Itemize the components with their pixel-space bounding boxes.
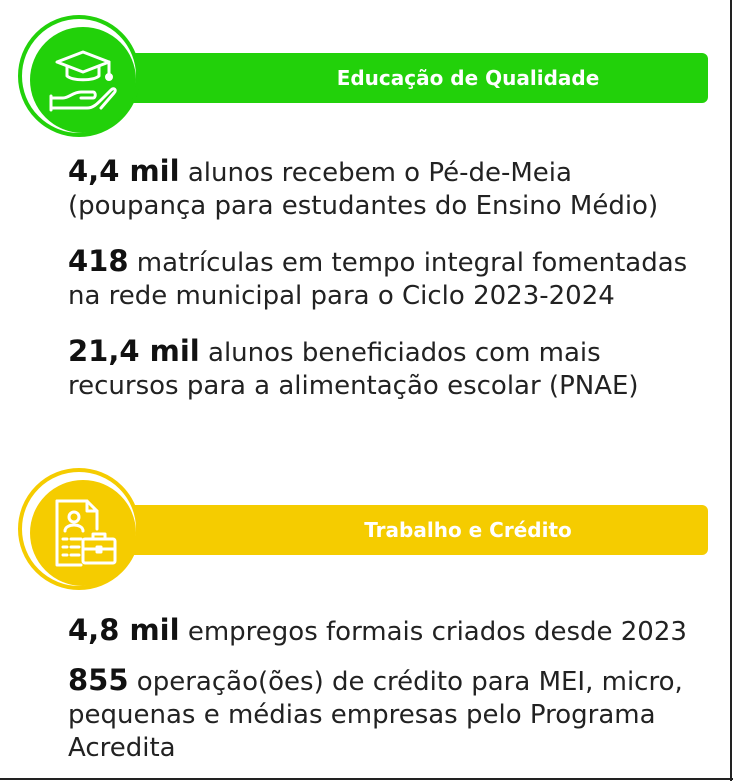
section-title-banner [78,53,708,103]
stat-value: 4,4 mil [68,154,180,188]
resume-briefcase-icon [30,480,136,586]
stat-item [68,245,718,313]
stat-text: empregos formais criados desde 2023 [179,617,687,647]
section-title-banner [78,505,708,555]
stat-value: 21,4 mil [68,334,200,368]
stat-text: alunos beneficiados com mais recursos para a alimentação escolar (PNAE) [68,338,639,401]
stat-value: 418 [68,244,129,278]
stat-text: matrículas em tempo integral fomentadas na rede municipal para o Ciclo 2023-2024 [68,248,688,311]
stat-text: alunos recebem o Pé-de-Meia (poupança para estudantes do Ensino Médio) [68,158,659,221]
graduation-cap-hand-icon [30,27,136,133]
stat-text: operação(ões) de crédito para MEI, micro, pequenas e médias empresas pelo Programa Acredita [68,667,683,763]
stat-item [68,614,718,649]
stat-item [68,155,718,223]
stat-item [68,335,718,403]
stat-value: 855 [68,663,129,697]
section-title: Educação de Qualidade [336,66,600,90]
stat-item [68,664,718,765]
section-badge [18,468,140,590]
frame-border-bottom [0,778,733,780]
section-badge [18,15,140,137]
stat-value: 4,8 mil [68,613,180,647]
section-title: Trabalho e Crédito [364,518,572,542]
section-trabalho [0,462,733,778]
